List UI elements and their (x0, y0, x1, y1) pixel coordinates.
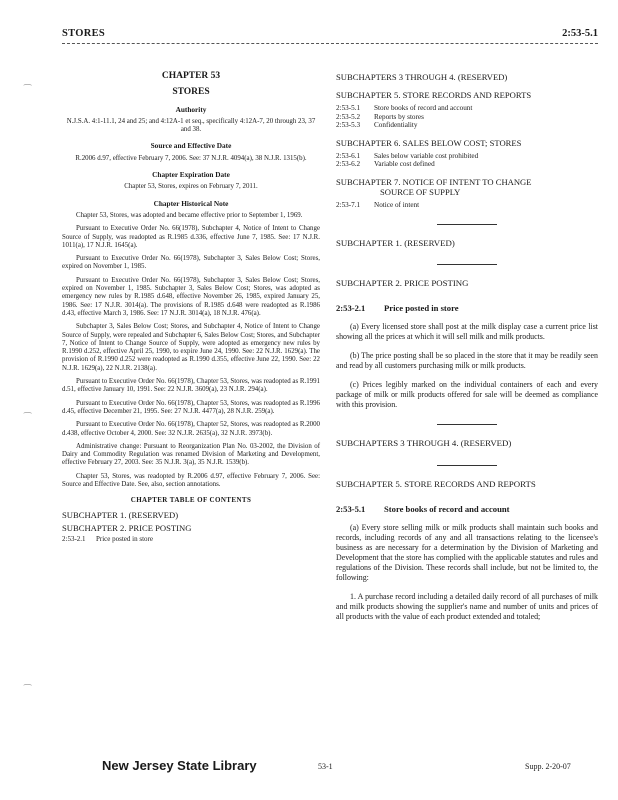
toc-heading: CHAPTER TABLE OF CONTENTS (130, 496, 252, 505)
section-paragraph: (a) Every licensed store shall post at the milk display case a current price list showing all the prices at which it will sell milk and milk products. (336, 321, 598, 341)
toc-subchapter-2: SUBCHAPTER 2. PRICE POSTING (62, 522, 192, 533)
section-divider (437, 224, 497, 225)
authority-text: N.J.S.A. 4:1-11.1, 24 and 25; and 4:12A-1 et seq., specifically 4:12A-7, 20 through 23, 37 and 38. (66, 117, 316, 134)
section-divider (437, 424, 497, 425)
subchapters-3-4-heading: SUBCHAPTERS 3 THROUGH 4. (RESERVED) (336, 438, 512, 449)
margin-mark: ⁀ (24, 684, 32, 694)
chapter-number: CHAPTER 53 (161, 71, 221, 81)
toc-entry-label: Reports by stores (374, 112, 424, 121)
page-number: 53-1 (318, 762, 333, 771)
section-title: Price posted in store (384, 303, 459, 314)
toc-subchapter-7-continued: SOURCE OF SUPPLY (380, 186, 461, 197)
toc-entry-label: Variable cost defined (374, 160, 435, 169)
expiration-text: Chapter 53, Stores, expires on February 7, 2011. (124, 183, 258, 191)
toc-entry-number: 2:53-5.2 (336, 112, 361, 121)
toc-entry (336, 113, 598, 122)
expiration-heading: Chapter Expiration Date (152, 170, 230, 180)
section-divider (437, 264, 497, 265)
toc-entry-number: 2:53-5.1 (336, 104, 361, 112)
toc-entry (62, 535, 320, 544)
toc-entry (336, 121, 598, 130)
section-number: 2:53-2.1 (336, 303, 366, 314)
toc-entry-number: 2:53-6.1 (336, 151, 361, 160)
history-paragraph: Chapter 53, Stores, was readopted by R.2006 d.97, effective February 7, 2006. See: Source and Effective Date. See, also, section annotations. (62, 472, 320, 488)
toc-subchapter-1: SUBCHAPTER 1. (RESERVED) (62, 509, 179, 520)
section-paragraph: 1. A purchase record including a detailed daily record of all purchases of milk and milk products showing the supplier's name and number of units and prices of all products with the value of each product extended and totaled; (336, 592, 598, 622)
history-paragraph: Pursuant to Executive Order No. 66(1978), Subchapter 3, Sales Below Cost; Stores, expired on November 1, 1985. Subchapter 3, Sales Below Cost; Stores, was adopted as emergency new rules by R.1985 d.648, effective November 26, 1985, expired January 25, 1986. See: 17 N.J.R. 3014(a). The provisions of R.1985 d.648 were readopted as R.1986 d.43, effective March 3, 1986. See: 17 N.J.R. 3014(a), 18 N.J.R. 476(a). (62, 276, 320, 317)
toc-entry-number: 2:53-2.1 (62, 535, 86, 544)
section-title: Store books of record and account (384, 504, 510, 515)
toc-entry (336, 201, 598, 210)
toc-entry-label: Confidentiality (374, 121, 418, 130)
section-paragraph: (a) Every store selling milk or milk products shall maintain such books and records, including records of any and all transactions relating to the licensee's business as are necessary for a determination by the Division of Marketing and Development that the store has complied with the applicable statutes and rules and regulations of the Division. These records shall include, but not be limited to, the following: (336, 522, 598, 583)
section-5-1-heading (336, 505, 598, 514)
running-header-title: STORES (62, 28, 106, 39)
left-column (62, 60, 320, 544)
subchapter-5-heading: SUBCHAPTER 5. STORE RECORDS AND REPORTS (336, 478, 536, 489)
library-watermark: New Jersey State Library (102, 758, 257, 773)
chapter-title: STORES (172, 87, 210, 98)
authority-heading: Authority (175, 104, 207, 114)
history-paragraph: Pursuant to Executive Order No. 66(1978), Chapter 53, Stores, was readopted as R.1996 d.45, effective December 21, 1995. See: 27 N.J.R. 4477(a), 28 N.J.R. 259(a). (62, 399, 320, 415)
toc-entry-label: Store books of record and account (374, 104, 473, 112)
margin-mark: ⁀ (24, 84, 32, 94)
subchapter-2-heading: SUBCHAPTER 2. PRICE POSTING (336, 277, 469, 288)
right-column (336, 60, 598, 632)
toc-entry-label: Notice of intent (374, 200, 420, 209)
supplement-date: Supp. 2-20-07 (525, 762, 571, 771)
toc-entry-number: 2:53-7.1 (336, 200, 361, 209)
section-divider (437, 465, 497, 466)
section-paragraph: (b) The price posting shall be so placed in the store that it may be readily seen and read by all customers purchasing milk or milk products. (336, 350, 598, 371)
source-text: R.2006 d.97, effective February 7, 2006. See: 37 N.J.R. 4094(a), 38 N.J.R. 1315(b). (75, 154, 307, 162)
toc-entry-number: 2:53-6.2 (336, 160, 361, 169)
toc-entry-label: Sales below variable cost prohibited (374, 151, 479, 160)
toc-entry-number: 2:53-5.3 (336, 121, 361, 130)
toc-entry (336, 152, 598, 161)
history-paragraph: Subchapter 3, Sales Below Cost; Stores, and Subchapter 4, Notice of Intent to Change Source of Supply, were repealed and Subchapter 6, Sales Below Cost; Stores, and Subchapter 7, Notice of Intent to Change Source of Supply, were adopted as emergency new rules by R.1990 d.252, effective April 25, 1990, to expire June 24, 1990. See: 22 N.J.R. 1629(a). The provision of R.1990 d.252 were readopted as R.1990 d.355, effective June 22, 1990. See: 22 N.J.R. 1629(a), 22 N.J.R. 2138(a). (62, 323, 320, 372)
history-paragraph: Pursuant to Executive Order No. 66(1978), Subchapter 3, Sales Below Cost; Stores, expired on November 1, 1985. (62, 255, 320, 271)
toc-subchapter-6: SUBCHAPTER 6. SALES BELOW COST; STORES (336, 137, 522, 148)
history-heading: Chapter Historical Note (153, 198, 229, 208)
section-number: 2:53-5.1 (336, 504, 366, 515)
running-header-section: 2:53-5.1 (562, 28, 598, 39)
margin-mark: ⁀ (24, 412, 32, 422)
source-heading: Source and Effective Date (150, 141, 232, 151)
history-paragraph: Pursuant to Executive Order No. 66(1978), Subchapter 4, Notice of Intent to Change Source of Supply, was readopted as R.1985 d.336, effective June 7, 1985. See: 17 N.J.R. 1011(a), 17 N.J.R. 1645(a). (62, 225, 320, 249)
toc-entry-label: Price posted in store (96, 535, 153, 544)
history-paragraph: Administrative change: Pursuant to Reorganization Plan No. 03-2002, the Division of Dairy and Commodity Regulation was renamed Division of Marketing and Development, effective February 27, 2003. See: 35 N.J.R. 3(a), 35 N.J.R. 1539(b). (62, 442, 320, 467)
toc-subchapter-5: SUBCHAPTER 5. STORE RECORDS AND REPORTS (336, 90, 532, 100)
subchapter-1-heading: SUBCHAPTER 1. (RESERVED) (336, 237, 455, 248)
toc-entry (336, 104, 598, 113)
section-paragraph: (c) Prices legibly marked on the individual containers of each and every package of milk or milk products offered for sale will be deemed as compliance with this provision. (336, 380, 598, 410)
section-2-1-heading (336, 304, 598, 313)
history-paragraph: Pursuant to Executive Order No. 66(1978), Chapter 52, Stores, was readopted as R.2000 d.438, effective October 4, 2000. See: 32 N.J.R. 2635(a), 32 N.J.R. 3973(b). (62, 421, 320, 437)
history-paragraph: Pursuant to Executive Order No. 66(1978), Chapter 53, Stores, was readopted as R.1991 d.51, effective January 10, 1991. See: 22 N.J.R. 3609(a), 23 N.J.R. 294(a). (62, 378, 320, 394)
history-paragraph: Chapter 53, Stores, was adopted and became effective prior to September 1, 1969. (76, 211, 303, 219)
toc-subchapter-7: SUBCHAPTER 7. NOTICE OF INTENT TO CHANGE (336, 176, 532, 187)
header-rule (62, 43, 598, 44)
toc-subchapters-3-4: SUBCHAPTERS 3 THROUGH 4. (RESERVED) (336, 72, 508, 82)
toc-entry (336, 160, 598, 169)
